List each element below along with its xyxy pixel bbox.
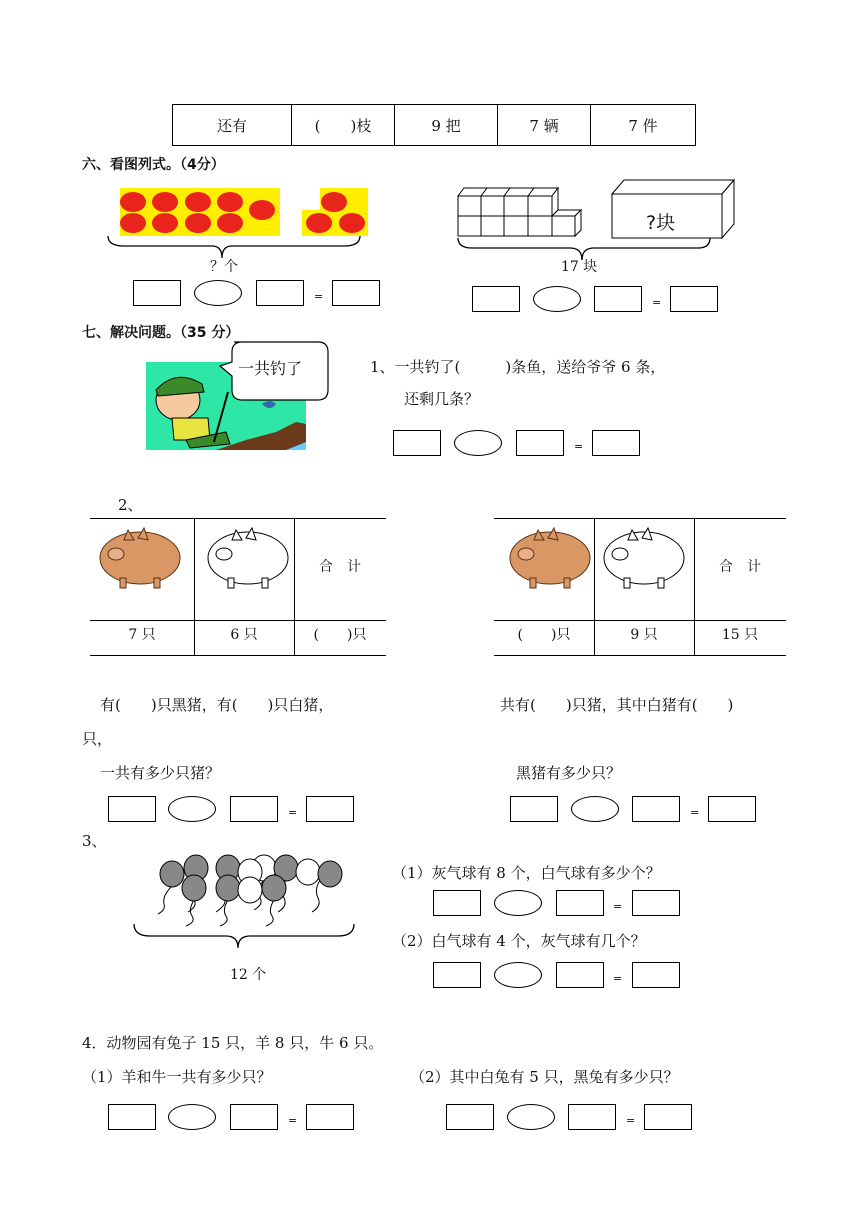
operator-oval[interactable] [494,890,542,916]
answer-box[interactable] [433,890,481,916]
brown-pig-icon [94,522,186,590]
speech-text: 一共钓了 [238,359,303,378]
q1-line1: 1、一共钓了( )条鱼，送给爷爷 6 条， [370,358,666,376]
equals-sign: = [613,972,623,985]
balloons-figure [130,850,360,960]
total-header: 合 计 [719,559,761,575]
pig-table-left [90,518,386,656]
box-question-label: ?块 [646,212,676,234]
answer-box[interactable] [332,280,380,306]
section6-title: 六、看图列式。（4分） [82,157,225,173]
answer-box[interactable] [632,796,680,822]
white-pig-icon [598,522,690,590]
answer-box[interactable] [670,286,718,312]
q3-sub2: （2）白气球有 4 个，灰气球有几个？ [392,932,646,950]
q1-line2: 还剩几条？ [404,390,480,408]
answer-box[interactable] [708,796,756,822]
answer-box[interactable] [594,286,642,312]
table-cell: 9 把 [395,105,498,146]
operator-oval[interactable] [168,1104,216,1130]
operator-oval[interactable] [571,796,619,822]
answer-box[interactable] [393,430,441,456]
answer-box[interactable] [556,890,604,916]
q2-left-text2: 只， [82,730,113,748]
balloons-total-label: 12 个 [230,967,267,983]
operator-oval[interactable] [194,280,242,306]
table-cell: 7 辆 [498,105,591,146]
table-cell: 7 件 [591,105,696,146]
cubes-figure [452,176,742,266]
table-cell: 9 只 [630,627,658,643]
answer-box[interactable] [516,430,564,456]
answer-box[interactable] [632,962,680,988]
table-cell: ( )只 [313,627,367,643]
answer-box[interactable] [592,430,640,456]
equals-sign: = [652,296,662,309]
answer-box[interactable] [230,1104,278,1130]
cubes-total-label: 17 块 [561,259,598,275]
q4-sub1: （1）羊和牛一共有多少只？ [82,1068,272,1086]
q3-number: 3、 [82,832,107,850]
q2-left-question: 一共有多少只猪？ [100,764,221,782]
section7-title: 七、解决问题。（35 分） [82,325,240,341]
white-pig-icon [202,522,294,590]
equals-sign: = [690,806,700,819]
answer-box[interactable] [568,1104,616,1130]
answer-box[interactable] [108,1104,156,1130]
table-cell: ( )枝 [292,105,395,146]
q2-right-text: 共有( )只猪，其中白猪有( ) [500,696,734,714]
equals-sign: = [626,1114,636,1127]
q4-text: 4．动物园有兔子 15 只，羊 8 只，牛 6 只。 [82,1034,384,1052]
equals-sign: = [574,440,584,453]
answer-box[interactable] [230,796,278,822]
equals-sign: = [314,290,324,303]
equals-sign: = [288,806,298,819]
answer-box[interactable] [632,890,680,916]
top-table [172,104,696,146]
answer-box[interactable] [510,796,558,822]
table-cell: 15 只 [721,627,759,643]
operator-oval[interactable] [454,430,502,456]
q3-sub1: （1）灰气球有 8 个，白气球有多少个？ [392,864,661,882]
table-cell: ( )只 [517,627,571,643]
pig-table-right [494,518,786,656]
answer-box[interactable] [446,1104,494,1130]
equals-sign: = [613,900,623,913]
q2-right-question: 黑猪有多少只？ [516,764,622,782]
answer-box[interactable] [108,796,156,822]
table-cell: 6 只 [230,627,258,643]
operator-oval[interactable] [494,962,542,988]
apples-total-label: ？个 [210,259,238,275]
q4-sub2: （2）其中白兔有 5 只，黑兔有多少只？ [410,1068,679,1086]
answer-box[interactable] [256,280,304,306]
answer-box[interactable] [556,962,604,988]
answer-box[interactable] [306,1104,354,1130]
table-cell: 还有 [173,105,292,146]
q2-left-text: 有( )只黑猪，有( )只白猪， [100,696,334,714]
answer-box[interactable] [306,796,354,822]
brown-pig-icon [504,522,596,590]
operator-oval[interactable] [168,796,216,822]
q2-number: 2、 [118,496,143,514]
table-cell: 7 只 [128,627,156,643]
equals-sign: = [288,1114,298,1127]
answer-box[interactable] [433,962,481,988]
total-header: 合 计 [319,559,361,575]
answer-box[interactable] [472,286,520,312]
operator-oval[interactable] [533,286,581,312]
answer-box[interactable] [644,1104,692,1130]
apples-figure [104,186,404,266]
answer-box[interactable] [133,280,181,306]
operator-oval[interactable] [507,1104,555,1130]
